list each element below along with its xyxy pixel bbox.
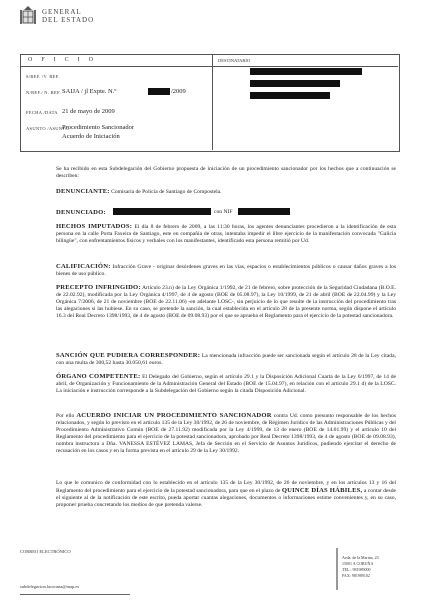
- n-ref-suffix: /2009: [171, 88, 186, 95]
- address-tel: TEL.: 981989000: [342, 567, 371, 572]
- acuerdo-text: contra Ud. como presunto responsable de los hechos relacionados, y según lo previsto en el artículo 135 de la Ley 30/1992, de 26 de noviembre, de Régimen Jurídico de las Administraciones Públicas y del Procedimiento Administrativo Común (BOE de 27.11.92) modificada por la Ley 4/1999, de 13 de enero (BOE de 14.01.99) y el artículo 10 del Reglamento del procedimiento para el ejercicio de la potestad sancionadora, aprobado por Real Decreto 1398/1993, de 4 de agosto (BOE de 09.08.93), nombra instructora a Dña. VANESSA ESTÉVEZ LAMAS, Jefa de Sección en el Servicio de Asuntos Jurídicos, pudiendo ejercitar el derecho de recusación en los casos y en la forma prevista en el artículo 29 de la Ley 30/1992.: [56, 413, 396, 455]
- recipient-redaction: [250, 68, 362, 75]
- nif-redaction: [238, 208, 290, 215]
- footer-rule: [20, 594, 130, 595]
- denunciado-label: DENUNCIADO:: [56, 209, 106, 216]
- intro-paragraph: Se ha recibido en esta Subdelegación del Gobierno propuesta de iniciación de un procedimiento sancionador por los hechos que a continuación se describen:: [56, 166, 396, 180]
- plazo-text2: a contar desde el siguiente al de la notificación de este escrito, pueda aportar cuantas alegaciones, documentos o informaciones estime convenientes y, en su caso, proponer prueba concretando los medios de que pretenda valerse.: [56, 488, 396, 509]
- gov-line1: GENERAL: [42, 8, 82, 16]
- hechos-label: HECHOS IMPUTADOS:: [56, 223, 133, 230]
- calificacion-label: CALIFICACIÓN:: [56, 263, 111, 270]
- gov-line2: DEL ESTADO: [42, 16, 95, 24]
- footer-email: subdelegacion.lacoruna@map.es: [20, 584, 80, 589]
- recipient-redaction: [250, 80, 340, 87]
- asunto-label: ASUNTO /ASUNTO: [26, 126, 69, 131]
- denunciante-section: [56, 188, 396, 196]
- hechos-section: [56, 223, 396, 245]
- precepto-label: PRECEPTO INFRINGIDO:: [56, 284, 141, 291]
- file-number-redaction: [148, 88, 170, 95]
- su-ref-label: S/REF. /V. REF.: [26, 74, 60, 79]
- header-rule: [20, 66, 398, 67]
- plazo-label: QUINCE DÍAS HÁBILES,: [281, 487, 363, 495]
- asunto-value2: Acuerdo de Iniciación: [62, 133, 120, 140]
- address-fax: FAX: 981989102: [342, 573, 370, 578]
- coat-of-arms-icon: [20, 6, 36, 28]
- organo-section: [56, 373, 396, 395]
- calificacion-section: [56, 263, 396, 278]
- denunciado-nif-label: con NIF: [214, 209, 233, 215]
- address-line2: 15001 A CORUÑA: [342, 561, 374, 566]
- n-ref-label: N/REF./ N. REF.: [26, 90, 61, 95]
- calificacion-text: Infracción Grave - originar desórdenes graves en las vías, espacios o establecimientos públicos o causar daños graves a los bienes de uso público.: [56, 264, 396, 278]
- precepto-text: Artículo 23.n) de la Ley Orgánica 1/1992, de 21 de febrero, sobre protección de la Seguridad Ciudadana (B.O.E. de 22.02.92), modificada por la Ley Orgánica 4/1997, de 4 de agosto (BOE de 05.08.97), la Ley 10/1999, de 21 de abril (BOE de 22.04.99) y la Ley Orgánica 7/2006, de 21 de noviembre (BOE de 22.11.06) -en adelante LOSC-, sin perjuicio de lo que resulte de la instrucción del procedimiento tras las alegaciones si las hubiese. En su caso, se pretende la sanción, la cual establecida en el artículo 28 de la presente norma, según dispone el artículo 16.3 del Real Decreto 1398/1993, de 4 de agosto (BOE de 09.08.93) por el que se aprueba el Reglamento para el ejercicio de la potestad sancionadora.: [56, 285, 396, 320]
- acuerdo-prefix: Por ello: [56, 413, 75, 419]
- sancion-text: La mencionada infracción puede ser sancionada según el artículo 28 de la Ley citada, con una multa de 300,52 hasta 30.050,61 euros.: [56, 353, 396, 367]
- plazo-text1: Lo que le comunico de conformidad con lo establecido en el artículo 135 de la Ley 30/1992, de 26 de noviembre, y en los artículos 13 y 16 del Reglamento del procedimiento para el ejercicio de la potestad sancionadora, para que en el plazo de: [56, 480, 396, 495]
- destinatario-label: DESTINATARIO: [218, 58, 251, 63]
- denunciante-label: DENUNCIANTE:: [56, 188, 110, 195]
- correo-label: CORREO ELECTRÓNICO: [20, 549, 71, 554]
- plazo-section: [56, 480, 396, 509]
- organo-label: ÓRGANO COMPETENTE:: [56, 373, 141, 380]
- asunto-value: Procedimiento Sancionador: [62, 124, 135, 131]
- acuerdo-label: ACUERDO INICIAR UN PROCEDIMIENTO SANCIONADOR: [76, 412, 272, 419]
- recipient-redaction: [250, 92, 330, 99]
- government-header: [42, 8, 94, 24]
- denunciante-value: Comisaría de Policía de Santiago de Compostela.: [111, 189, 222, 195]
- header-divider: [212, 54, 213, 150]
- oficio-label: OFICIO: [28, 57, 103, 63]
- precepto-section: [56, 284, 396, 320]
- address-bar: [336, 548, 338, 590]
- sancion-section: [56, 352, 396, 367]
- denunciado-name-redaction: [113, 208, 211, 215]
- organo-text: El Delegado del Gobierno, según el artículo 29.1 y la Disposición Adicional Cuarta de la Ley 6/1997, de 14 de abril, de Organización y Funcionamiento de la Administración General del Estado (BOE de 15.04.97), en relación con el artículo 29.1 d) de la LOSC. La iniciación e instrucción corresponde a la Subdelegación del Gobierno según la citada Disposición Adicional.: [56, 374, 396, 395]
- hechos-text: El día 8 de febrero de 2009, a las 11:30 horas, los agentes denunciantes procedieron a la identificación de esta persona en la calle Porta Faxeira de Santiago, este en compañía de otras, intentaba impedir el libre ejercicio de la manifestación convocada "Galicia bilingüe", con enfrentamientos físicos y verbales con los manifestantes, identificado esta persona remitió por Ud.: [56, 224, 397, 245]
- fecha-value: 21 de mayo de 2009: [62, 108, 115, 115]
- acuerdo-section: [56, 412, 396, 456]
- address-line1: Avda. de la Marina, 23: [342, 555, 379, 560]
- n-ref-value: SAIJA / jl Expte. N.º: [62, 88, 117, 95]
- fecha-label: FECHA /DATA: [26, 110, 58, 115]
- address-block: [342, 555, 379, 579]
- sancion-label: SANCIÓN QUE PUDIERA CORRESPONDER:: [56, 352, 201, 359]
